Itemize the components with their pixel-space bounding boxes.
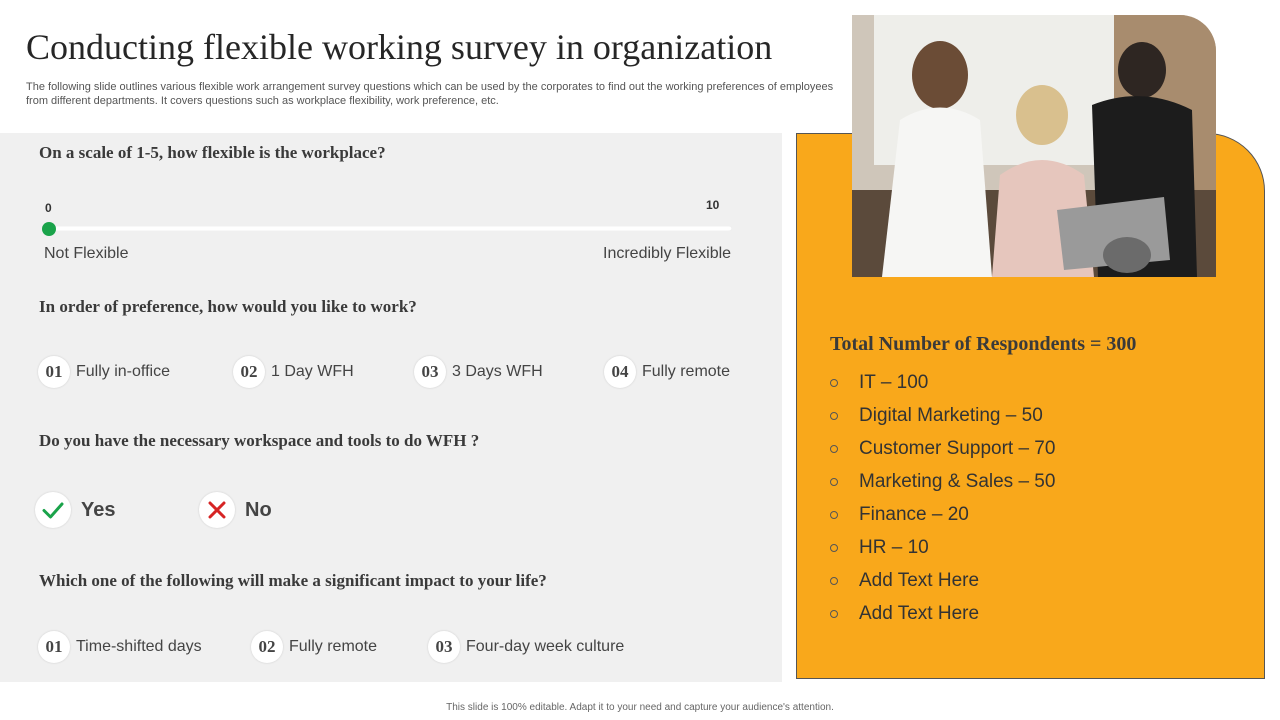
- list-item: [830, 399, 1055, 432]
- slide-subtitle: The following slide outlines various flexible work arrangement survey questions which can be used by the corporates to find out the working preferences of employees from different departments. It covers questions such as workplace flexibility, work preference, etc.: [26, 81, 834, 107]
- flexibility-slider-handle[interactable]: [42, 222, 56, 236]
- option-number: 01: [38, 631, 70, 663]
- list-item: [830, 565, 1055, 598]
- yes-option[interactable]: [35, 492, 115, 528]
- respondents-total: Total Number of Respondents = 300: [830, 333, 1137, 355]
- yes-label: Yes: [81, 498, 116, 521]
- question-workspace-tools: Do you have the necessary workspace and tools to do WFH ?: [39, 431, 480, 450]
- slide-title: Conducting flexible working survey in organization: [26, 27, 773, 67]
- list-item: [830, 366, 1055, 399]
- circle-bullet-icon: [830, 379, 838, 387]
- option-label: 3 Days WFH: [452, 363, 543, 380]
- option-label: Time-shifted days: [76, 638, 202, 655]
- circle-bullet-icon: [830, 577, 838, 585]
- scale-min-value: 0: [45, 201, 52, 215]
- option-number: 04: [604, 356, 636, 388]
- option-label: Fully remote: [289, 638, 378, 655]
- cross-icon: [199, 492, 235, 528]
- option-number: 02: [251, 631, 283, 663]
- scale-max-value: 10: [706, 198, 720, 212]
- option-label: Fully in-office: [76, 363, 170, 380]
- department-entry: Customer Support – 70: [859, 437, 1056, 459]
- circle-bullet-icon: [830, 610, 838, 618]
- flexibility-slider-track[interactable]: [49, 226, 732, 231]
- circle-bullet-icon: [830, 478, 838, 486]
- department-entry: Add Text Here: [859, 603, 980, 625]
- circle-bullet-icon: [830, 412, 838, 420]
- option-label: Fully remote: [642, 363, 731, 380]
- scale-min-label: Not Flexible: [44, 245, 129, 262]
- survey-panel: [0, 133, 782, 682]
- list-item: [830, 432, 1055, 465]
- work-option-2[interactable]: [233, 356, 354, 388]
- circle-bullet-icon: [830, 544, 838, 552]
- no-label: No: [245, 498, 272, 521]
- circle-bullet-icon: [830, 511, 838, 519]
- department-entry: IT – 100: [859, 371, 929, 393]
- circle-bullet-icon: [830, 445, 838, 453]
- work-option-1[interactable]: [38, 356, 170, 388]
- scale-max-label: Incredibly Flexible: [603, 245, 732, 262]
- slide-footer: This slide is 100% editable. Adapt it to your need and capture your audience's attention.: [446, 702, 834, 713]
- department-entry: Finance – 20: [859, 503, 969, 525]
- department-entry: Add Text Here: [859, 570, 980, 592]
- option-label: Four-day week culture: [466, 638, 625, 655]
- question-life-impact: Which one of the following will make a significant impact to your life?: [39, 571, 547, 590]
- question-work-preference: In order of preference, how would you like to work?: [39, 297, 417, 316]
- team-photo: [852, 15, 1216, 277]
- department-entry: Marketing & Sales – 50: [859, 470, 1056, 492]
- department-entry: Digital Marketing – 50: [859, 404, 1043, 426]
- option-number: 03: [428, 631, 460, 663]
- department-entry: HR – 10: [859, 537, 929, 559]
- check-icon: [35, 492, 71, 528]
- question-flexibility: On a scale of 1-5, how flexible is the workplace?: [39, 143, 386, 162]
- option-number: 01: [38, 356, 70, 388]
- impact-option-2[interactable]: [251, 631, 377, 663]
- option-number: 03: [414, 356, 446, 388]
- work-option-3[interactable]: [414, 356, 543, 388]
- impact-option-1[interactable]: [38, 631, 202, 663]
- list-item: [830, 531, 1055, 564]
- list-item: [830, 465, 1055, 498]
- work-option-4[interactable]: [604, 356, 730, 388]
- impact-option-3[interactable]: [428, 631, 624, 663]
- list-item: [830, 598, 1055, 631]
- department-list: [830, 366, 1055, 631]
- option-label: 1 Day WFH: [271, 363, 354, 380]
- list-item: [830, 498, 1055, 531]
- option-number: 02: [233, 356, 265, 388]
- no-option[interactable]: [199, 492, 272, 528]
